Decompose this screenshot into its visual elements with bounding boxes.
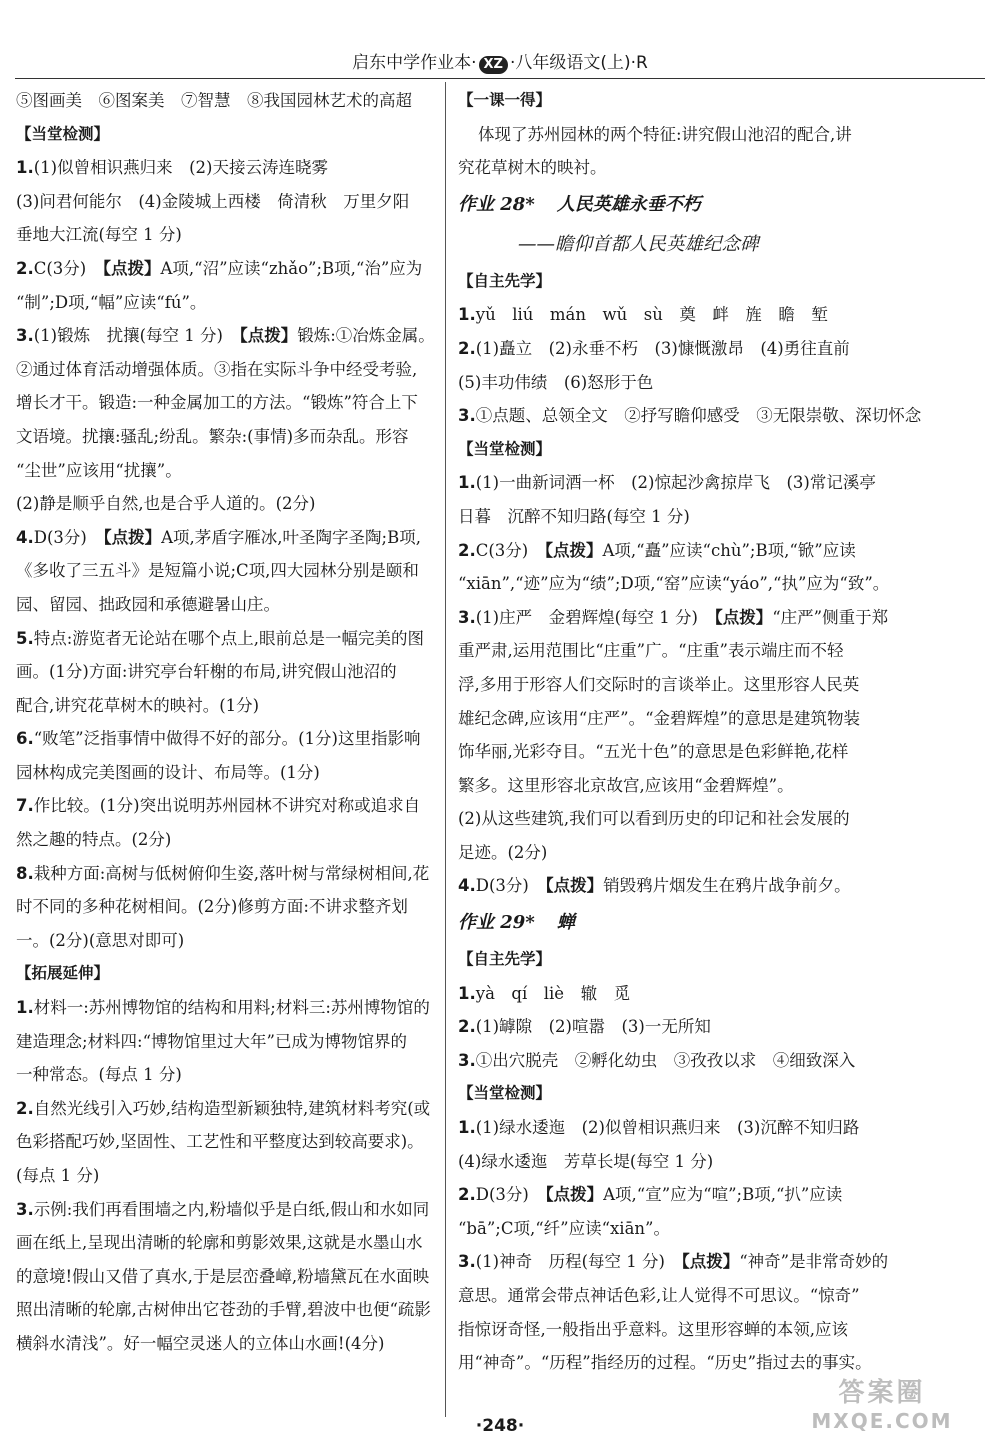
answer-item (458, 1245, 888, 1279)
text-line: 画在纸上,呈现出清晰的轮廓和剪影效果,这就是水墨山水 (16, 1233, 423, 1253)
text-line: 《多收了三五斗》是短篇小说;C项,四大园林分别是颐和 (16, 561, 419, 581)
watermark-title: 答案圈 (838, 1378, 926, 1408)
answer-text: (1)绿水逶迤 (2)似曾相识燕归来 (3)沉醉不知归路 (475, 1118, 860, 1138)
hint-text: 销毁鸦片烟发生在鸦片战争前夕。 (603, 876, 851, 896)
text-line: 文语境。扰攘:骚乱;纷乱。繁杂:(事情)多而杂乱。形容 (16, 426, 409, 446)
item-number: 2. (16, 1098, 34, 1118)
hint-tag: 【点拨】 (545, 876, 604, 896)
answer-text: yà qí liè 辙 觅 (475, 983, 631, 1003)
answer-text: D(3分) (33, 527, 104, 547)
answer-item (458, 977, 888, 1011)
running-header (0, 48, 1000, 74)
hint-text: A项,茅盾字雁冰,叶圣陶字圣陶;B项, (161, 527, 421, 547)
answer-item (16, 622, 436, 656)
answer-item (16, 857, 436, 891)
hint-text: “庄严”侧重于郑 (772, 607, 889, 627)
text-line: (5)丰功伟绩 (6)怒形于色 (458, 372, 654, 392)
answer-text: 栽种方面:高树与低树俯仰生姿,落叶树与常绿树相间,花 (33, 863, 430, 883)
answer-text: 材料一:苏州博物馆的结构和用料;材料三:苏州博物馆的 (33, 998, 430, 1018)
left-column (16, 84, 436, 1361)
homework-number: 作业 29* (458, 912, 535, 934)
item-number: 7. (16, 796, 34, 816)
text-line: 重严肃,运用范围比“庄重”广。“庄重”表示端庄而不轻 (458, 641, 844, 661)
text-line: “制”;D项,“幅”应读“fú”。 (16, 292, 207, 312)
item-number: 2. (16, 258, 34, 278)
text-line: 繁多。这里形容北京故宫,应该用“金碧辉煌”。 (458, 775, 794, 795)
text-line: 照出清晰的轮廓,古树伸出它苍劲的手臂,碧波中也便“疏影 (16, 1300, 431, 1320)
section-heading: 【自主先学】 (458, 950, 552, 969)
answer-text: D(3分) (475, 1185, 546, 1205)
answer-item (16, 151, 436, 185)
text-line: 指惊讶奇怪,一般指出乎意料。这里形容蝉的本领,应该 (458, 1319, 848, 1339)
answer-item (458, 332, 888, 366)
answer-item (458, 298, 888, 332)
answer-text: (1)罅隙 (2)喧嚣 (3)一无所知 (475, 1017, 711, 1037)
text-line: “bā”;C项,“纤”应读“xiān”。 (458, 1218, 670, 1238)
watermark-logo (782, 1377, 982, 1437)
text-line: 浮,多用于形容人们交际时的言谈举止。这里形容人民英 (458, 674, 860, 694)
text-line: 增长才干。锻造:一种金属加工的方法。“锻炼”符合上下 (16, 393, 418, 413)
item-number: 2. (458, 338, 476, 358)
text-line: 意思。通常会带点神话色彩,让人觉得不可思议。“惊奇” (458, 1286, 860, 1305)
item-number: 4. (458, 876, 476, 896)
item-number: 3. (458, 1050, 476, 1070)
answer-item (16, 252, 436, 286)
item-number: 5. (16, 628, 34, 648)
hint-tag: 【点拨】 (714, 607, 773, 627)
item-number: 1. (458, 473, 476, 493)
item-number: 4. (16, 527, 34, 547)
header-rule (15, 78, 985, 79)
answer-item (458, 1111, 888, 1145)
item-number: 1. (16, 158, 34, 178)
section-heading: 【当堂检测】 (458, 439, 552, 458)
text-line: “xiān”,“迹”应为“绩”;D项,“窑”应读“yáo”,“执”应为“致”。 (458, 574, 890, 594)
hint-text: A项,“沼”应读“zhǎo”;B项,“治”应为 (160, 258, 423, 278)
text-line: (3)问君何能尔 (4)金陵城上西楼 倚清秋 万里夕阳 (16, 191, 410, 211)
text-line: “尘世”应该用“扰攘”。 (16, 460, 182, 480)
item-number: 6. (16, 729, 34, 749)
item-number: 3. (16, 1199, 34, 1219)
answer-item (458, 534, 888, 568)
item-number: 3. (458, 406, 476, 426)
hint-tag: 【点拨】 (103, 527, 162, 547)
answer-item (16, 319, 436, 353)
text-line: 配合,讲究花草树木的映衬。(1分) (16, 695, 260, 715)
homework-title (458, 185, 888, 225)
homework-number: 作业 28* (458, 193, 535, 215)
answer-text: D(3分) (475, 876, 546, 896)
text-line: (2)静是顺乎自然,也是合乎人道的。(2分) (16, 494, 316, 514)
page-number: ·248· (475, 1416, 525, 1436)
item-number: 2. (458, 1185, 476, 1205)
header-right: ·八年级语文(上)·R (509, 53, 648, 73)
text-line: 色彩搭配巧妙,坚固性、工艺性和平整度达到较高要求)。 (16, 1132, 424, 1152)
text-line: ②通过体育活动增强体质。③指在实际斗争中经受考验, (16, 359, 418, 379)
item-number: 1. (16, 998, 34, 1018)
right-column (458, 84, 922, 1380)
answer-item (458, 1044, 888, 1078)
hint-tag: 【点拨】 (102, 258, 161, 278)
text-line: 体现了苏州园林的两个特征:讲究假山池沼的配合,讲 (478, 124, 852, 144)
answer-text: 特点:游览者无论站在哪个点上,眼前总是一幅完美的图 (33, 628, 425, 648)
header-left: 启东中学作业本· (352, 53, 477, 73)
hint-tag: 【点拨】 (681, 1252, 740, 1272)
text-line: ⑤图画美 ⑥图案美 ⑦智慧 ⑧我国园林艺术的高超 (16, 91, 412, 110)
text-line: 然之趣的特点。(2分) (16, 830, 172, 850)
lesson-title: 蝉 (556, 912, 575, 934)
text-line: 建造理念;材料四:“博物馆里过大年”已成为博物馆界的 (16, 1031, 407, 1051)
answer-item (458, 399, 922, 433)
answer-text: (1)锻炼 扰攘(每空 1 分) (33, 326, 240, 346)
text-line: 横斜水清浅”。好一幅空灵迷人的立体山水画!(4分) (16, 1333, 385, 1353)
text-line: 雄纪念碑,应该用“庄严”。“金碧辉煌”的意思是建筑物装 (458, 708, 860, 728)
answer-text: “败笔”泛指事情中做得不好的部分。(1分)这里指影响 (33, 729, 421, 749)
answer-item (16, 1193, 436, 1227)
hint-text: A项,“矗”应读“chù”;B项,“锨”应读 (602, 540, 856, 560)
answer-text: 自然光线引入巧妙,结构造型新颖独特,建筑材料考究(或 (33, 1098, 431, 1118)
lesson-title: 人民英雄永垂不朽 (556, 193, 701, 215)
homework-title (458, 903, 888, 943)
hint-text: “神奇”是非常奇妙的 (739, 1252, 889, 1272)
text-line: 园林构成完美图画的设计、布局等。(1分) (16, 762, 320, 782)
answer-text: (1)庄严 金碧辉煌(每空 1 分) (475, 607, 715, 627)
hint-tag: 【点拨】 (545, 1185, 604, 1205)
answer-item (16, 789, 436, 823)
lesson-subtitle: ——瞻仰首都人民英雄纪念碑 (518, 233, 759, 255)
section-heading: 【当堂检测】 (16, 124, 110, 143)
answer-text: ①点题、总领全文 ②抒写瞻仰感受 ③无限崇敬、深切怀念 (475, 406, 922, 426)
item-number: 1. (458, 1118, 476, 1138)
text-line: 园、留园、拙政园和承德避暑山庄。 (16, 594, 280, 614)
item-number: 3. (458, 607, 476, 627)
item-number: 3. (458, 1252, 476, 1272)
hint-text: A项,“宣”应为“喧”;B项,“扒”应读 (603, 1185, 843, 1205)
answer-text: (1)神奇 历程(每空 1 分) (475, 1252, 682, 1272)
answer-text: (1)一曲新词酒一杯 (2)惊起沙禽掠岸飞 (3)常记溪亭 (475, 473, 876, 493)
answer-text: 作比较。(1分)突出说明苏州园林不讲究对称或追求自 (33, 796, 421, 816)
answer-item (16, 521, 436, 555)
hint-tag: 【点拨】 (239, 326, 298, 346)
text-line: 垂地大江流(每空 1 分) (16, 225, 182, 245)
text-line: (4)绿水逶迤 芳草长堤(每空 1 分) (458, 1151, 714, 1171)
text-line: 用“神奇”。“历程”指经历的过程。“历史”指过去的事实。 (458, 1353, 872, 1373)
hint-tag: 【点拨】 (544, 540, 603, 560)
answer-text: 示例:我们再看围墙之内,粉墙似乎是白纸,假山和水如同 (33, 1199, 430, 1219)
text-line: 究花草树木的映衬。 (458, 158, 607, 178)
text-line: 一。(2分)(意思对即可) (16, 930, 185, 950)
answer-item (458, 1178, 888, 1212)
item-number: 1. (458, 983, 476, 1003)
answer-item (16, 991, 436, 1025)
text-line: 日暮 沉醉不知归路(每空 1 分) (458, 506, 690, 526)
section-heading: 【当堂检测】 (458, 1084, 552, 1103)
text-line: 足迹。(2分) (458, 842, 548, 862)
xz-badge: XZ (479, 56, 508, 74)
answer-item (16, 1092, 436, 1126)
text-line: 一种常态。(每点 1 分) (16, 1065, 182, 1085)
answer-text: C(3分) (475, 540, 545, 560)
item-number: 8. (16, 863, 34, 883)
text-line: (2)从这些建筑,我们可以看到历史的印记和社会发展的 (458, 809, 850, 829)
text-line: 的意境!假山又借了真水,于是层峦叠嶂,粉墙黛瓦在水面映 (16, 1266, 430, 1286)
answer-text: C(3分) (33, 258, 103, 278)
item-number: 3. (16, 326, 34, 346)
answer-text: (1)矗立 (2)永垂不朽 (3)慷慨激昂 (4)勇往直前 (475, 338, 850, 358)
column-divider (445, 82, 446, 1417)
item-number: 2. (458, 1017, 476, 1037)
item-number: 2. (458, 540, 476, 560)
answer-item (458, 869, 888, 903)
answer-item (16, 722, 436, 756)
answer-item (458, 466, 888, 500)
section-heading: 【拓展延伸】 (16, 964, 110, 983)
text-line: 画。(1分)方面:讲究亭台轩榭的布局,讲究假山池沼的 (16, 662, 397, 682)
text-line: 饰华丽,光彩夺目。“五光十色”的意思是色彩鲜艳,花样 (458, 742, 849, 762)
text-line: 时不同的多种花树相间。(2分)修剪方面:不讲求整齐划 (16, 897, 408, 917)
answer-text: (1)似曾相识燕归来 (2)天接云涛连晓雾 (33, 158, 328, 178)
hint-text: 锻炼:①冶炼金属。 (297, 326, 435, 346)
answer-text: ①出穴脱壳 ②孵化幼虫 ③孜孜以求 ④细致深入 (475, 1050, 856, 1070)
item-number: 1. (458, 305, 476, 325)
answer-text: yǔ liú mán wǔ sù 奠 衅 旌 瞻 堑 (475, 305, 828, 325)
text-line: (每点 1 分) (16, 1166, 100, 1185)
answer-item (458, 601, 888, 635)
answer-item (458, 1010, 888, 1044)
section-heading: 【自主先学】 (458, 271, 552, 290)
watermark-url: MXQE.COM (811, 1409, 953, 1433)
section-heading: 【一课一得】 (458, 91, 552, 109)
